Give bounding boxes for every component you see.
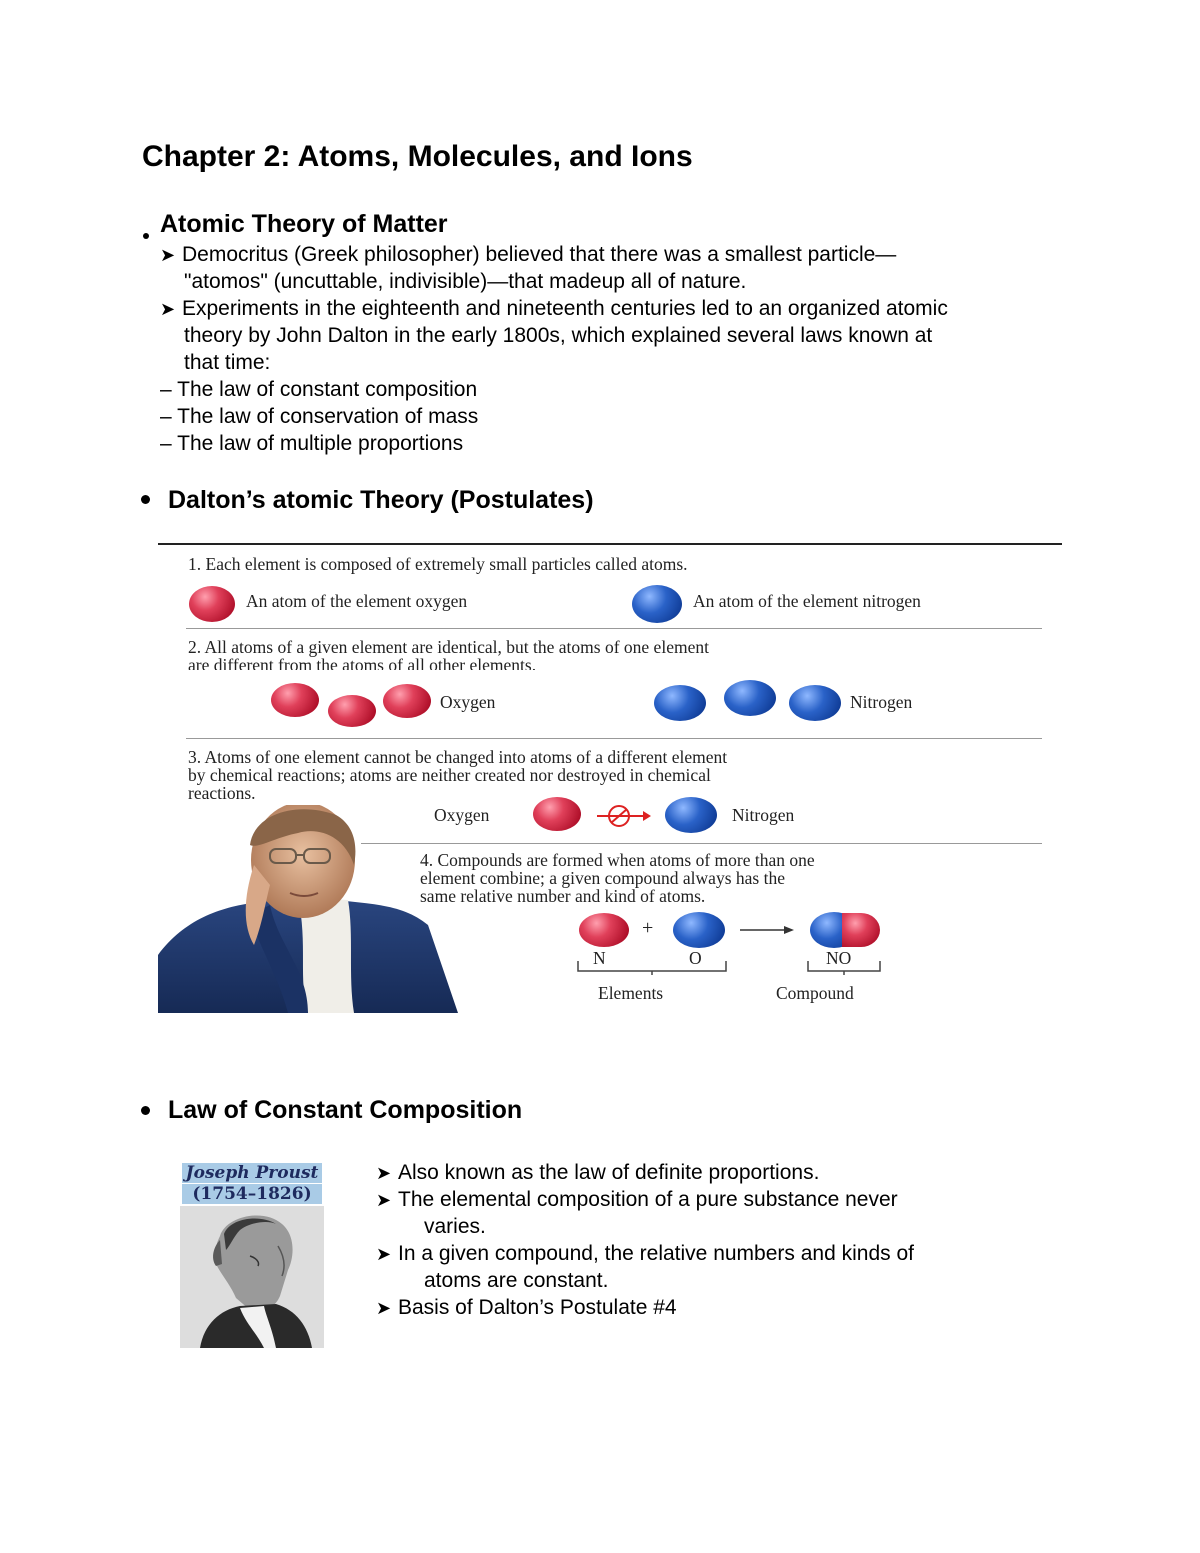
section-bullet xyxy=(141,1106,150,1115)
divider xyxy=(186,738,1042,739)
oxygen-atom-label: An atom of the element oxygen xyxy=(246,591,468,611)
section-heading-atomic-theory: Atomic Theory of Matter xyxy=(160,210,448,238)
reaction-arrow-icon xyxy=(738,923,796,937)
divider xyxy=(186,628,1042,629)
law-item: – The law of constant composition xyxy=(160,378,478,401)
portrait-name: Joseph Proust xyxy=(182,1163,322,1183)
list-item xyxy=(376,1159,819,1187)
postulate-2-text-line-1: 2. All atoms of a given element are identical, but the atoms of one element xyxy=(188,637,709,657)
compound-bracket xyxy=(806,959,882,975)
postulate-3-text-line-3: reactions. xyxy=(188,783,256,803)
oxygen-atom-icon xyxy=(383,684,431,718)
list-item-text: Also known as the law of definite proportions. xyxy=(398,1161,820,1184)
postulate-2-text-line-2: are different from the atoms of all other elements. xyxy=(188,656,537,670)
o-symbol-label: O xyxy=(689,948,702,968)
list-item xyxy=(376,1294,677,1322)
law-item: – The law of conservation of mass xyxy=(160,405,479,428)
section-bullet xyxy=(141,495,150,504)
postulate-4-text-line-1: 4. Compounds are formed when atoms of more than one xyxy=(420,850,815,870)
dalton-postulates-figure xyxy=(158,543,1062,1013)
elements-label: Elements xyxy=(598,983,664,1003)
n-symbol-label: N xyxy=(593,948,606,968)
arrow-bullet-icon: ➤ xyxy=(376,1190,392,1210)
nitrogen-n-atom-icon xyxy=(579,913,629,947)
list-item-continuation: theory by John Dalton in the early 1800s, which explained several laws known at xyxy=(184,324,933,347)
oxygen-atom-icon xyxy=(189,586,235,622)
nitrogen-atom-label: An atom of the element nitrogen xyxy=(693,591,921,611)
list-item-text: Democritus (Greek philosopher) believed that there was a smallest particle— xyxy=(182,243,897,266)
compound-label: Compound xyxy=(776,983,854,1003)
elements-bracket xyxy=(576,959,728,975)
oxygen-label: Oxygen xyxy=(434,805,490,825)
arrow-bullet-icon: ➤ xyxy=(376,1298,392,1318)
arrow-bullet-icon: ➤ xyxy=(160,245,176,265)
joseph-proust-portrait xyxy=(180,1160,324,1348)
nitrogen-atom-icon xyxy=(789,685,841,721)
nitrogen-group-label: Nitrogen xyxy=(850,692,913,712)
section-heading-constant-composition: Law of Constant Composition xyxy=(168,1096,523,1124)
arrow-bullet-icon: ➤ xyxy=(376,1244,392,1264)
arrow-bullet-icon: ➤ xyxy=(160,299,176,319)
list-item-text: Basis of Dalton’s Postulate #4 xyxy=(398,1296,677,1319)
oxygen-atom-icon xyxy=(271,683,319,717)
arrow-bullet-icon: ➤ xyxy=(376,1163,392,1183)
nitrogen-label: Nitrogen xyxy=(732,805,795,825)
postulate-3-text-line-2: by chemical reactions; atoms are neither created nor destroyed in chemical xyxy=(188,765,711,785)
section-bullet xyxy=(143,233,149,239)
list-item-continuation: atoms are constant. xyxy=(424,1269,609,1292)
oxygen-atom-icon xyxy=(328,695,376,727)
figure-top-rule xyxy=(158,543,1062,545)
postulate-1-text: 1. Each element is composed of extremely small particles called atoms. xyxy=(188,554,688,574)
portrait-years: (1754–1826) xyxy=(182,1184,322,1204)
list-item xyxy=(376,1186,898,1214)
page-title: Chapter 2: Atoms, Molecules, and Ions xyxy=(142,140,693,173)
list-item-text: The elemental composition of a pure substance never xyxy=(398,1188,898,1211)
proust-engraving-image xyxy=(180,1206,324,1348)
list-item-continuation: that time: xyxy=(184,351,271,374)
section-heading-dalton: Dalton’s atomic Theory (Postulates) xyxy=(168,486,594,514)
no-conversion-icon xyxy=(595,803,653,829)
list-item-text: In a given compound, the relative numbers and kinds of xyxy=(398,1242,914,1265)
list-item xyxy=(376,1240,914,1268)
list-item xyxy=(160,295,948,323)
postulate-4-text-line-2: element combine; a given compound always has the xyxy=(420,868,785,888)
john-dalton-portrait xyxy=(158,805,470,1013)
list-item xyxy=(160,241,896,269)
no-symbol-label: NO xyxy=(826,948,852,968)
plus-sign: + xyxy=(642,917,654,939)
compound-red-atom-icon xyxy=(842,913,880,947)
list-item-continuation: varies. xyxy=(424,1215,486,1238)
list-item-continuation: "atomos" (uncuttable, indivisible)—that madeup all of nature. xyxy=(184,270,747,293)
oxygen-o-atom-icon xyxy=(673,912,725,948)
oxygen-atom-icon xyxy=(533,797,581,831)
postulate-4-text-line-3: same relative number and kind of atoms. xyxy=(420,886,706,906)
nitrogen-atom-icon xyxy=(724,680,776,716)
list-item-text: Experiments in the eighteenth and nineteenth centuries led to an organized atomic xyxy=(182,297,948,320)
nitrogen-atom-icon xyxy=(654,685,706,721)
postulate-3-text-line-1: 3. Atoms of one element cannot be changed into atoms of a different element xyxy=(188,747,728,767)
oxygen-group-label: Oxygen xyxy=(440,692,496,712)
law-item: – The law of multiple proportions xyxy=(160,432,464,455)
nitrogen-atom-icon xyxy=(665,797,717,833)
nitrogen-atom-icon xyxy=(632,585,682,623)
